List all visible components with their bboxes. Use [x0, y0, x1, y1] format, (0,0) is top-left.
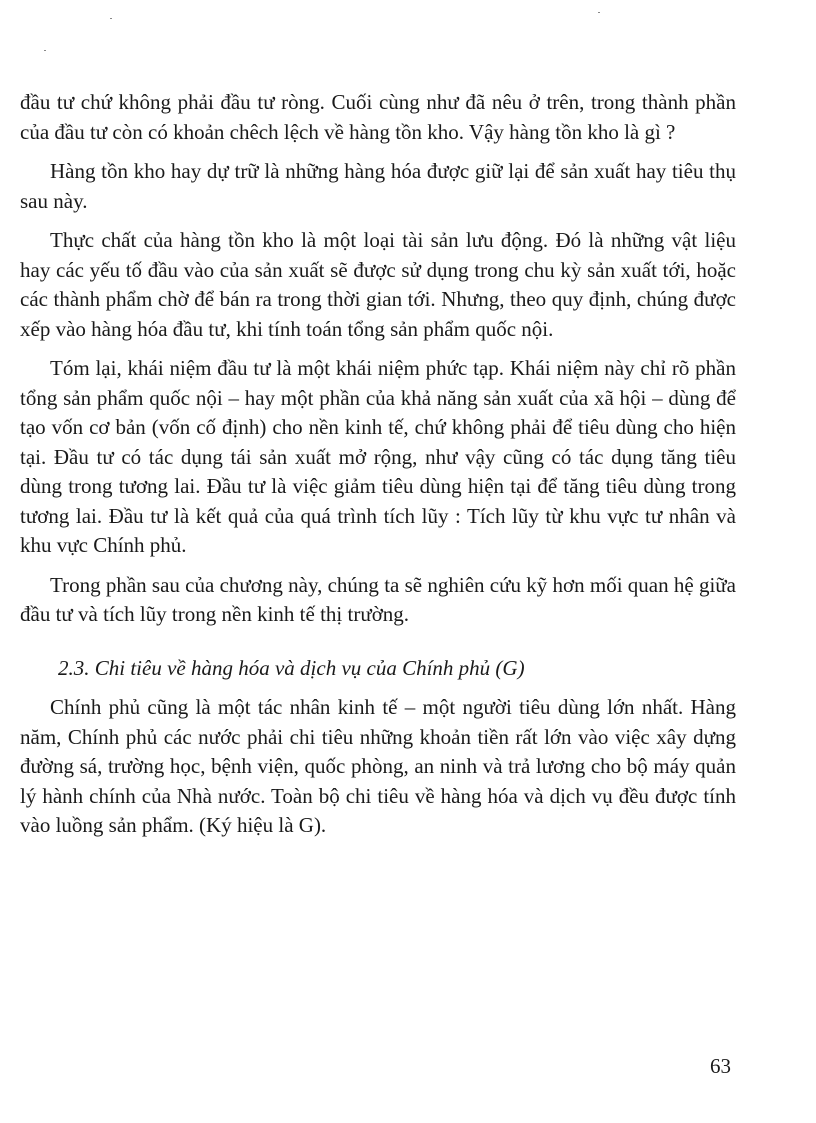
scan-speck	[110, 18, 112, 19]
document-page	[20, 88, 736, 851]
paragraph-inventory-nature: Thực chất của hàng tồn kho là một loại tài sản lưu động. Đó là những vật liệu hay các yếu tố đầu vào của sản xuất sẽ được sử dụng trong chu kỳ sản xuất tới, hoặc các thành phẩm chờ để bán ra trong thời gian tới. Nhưng, theo quy định, chúng được xếp vào hàng hóa đầu tư, khi tính toán tổng sản phẩm quốc nội.	[20, 228, 736, 341]
paragraph-chapter-preview: Trong phần sau của chương này, chúng ta sẽ nghiên cứu kỹ hơn mối quan hệ giữa đầu tư và tích lũy trong nền kinh tế thị trường.	[20, 572, 736, 626]
paragraph-inventory-definition: Hàng tồn kho hay dự trữ là những hàng hóa được giữ lại để sản xuất hay tiêu thụ sau này.	[20, 159, 736, 213]
scan-speck	[598, 12, 600, 13]
paragraph-continuation: đầu tư chứ không phải đầu tư ròng. Cuối cùng như đã nêu ở trên, trong thành phần của đầu tư còn có khoản chêch lệch về hàng tồn kho. Vậy hàng tồn kho là gì ?	[20, 90, 736, 144]
section-heading: 2.3. Chi tiêu về hàng hóa và dịch vụ của Chính phủ (G)	[58, 655, 525, 680]
page-number: 63	[710, 1054, 731, 1078]
paragraph-investment-summary: Tóm lại, khái niệm đầu tư là một khái niệm phức tạp. Khái niệm này chỉ rõ phần tổng sản phẩm quốc nội – hay một phần của khả năng sản xuất của xã hội – dùng để tạo vốn cơ bản (vốn cố định) cho nền kinh tế, chứ không phải để tiêu dùng cho hiện tại. Đầu tư có tác dụng tái sản xuất mở rộng, như vậy cũng có tác dụng tăng tiêu dùng trong tương lai. Đầu tư là việc giảm tiêu dùng hiện tại để tăng tiêu dùng trong tương lai. Đầu tư là kết quả của quá trình tích lũy : Tích lũy từ khu vực tư nhân và khu vực Chính phủ.	[20, 356, 736, 557]
scan-speck	[44, 50, 46, 51]
paragraph-government-spending: Chính phủ cũng là một tác nhân kinh tế – một người tiêu dùng lớn nhất. Hàng năm, Chính phủ các nước phải chi tiêu những khoản tiền rất lớn vào việc xây dựng đường sá, trường học, bệnh viện, quốc phòng, an ninh và trả lương cho bộ máy quản lý hành chính của Nhà nước. Toàn bộ chi tiêu về hàng hóa và dịch vụ đều được tính vào luồng sản phẩm. (Ký hiệu là G).	[20, 695, 736, 837]
